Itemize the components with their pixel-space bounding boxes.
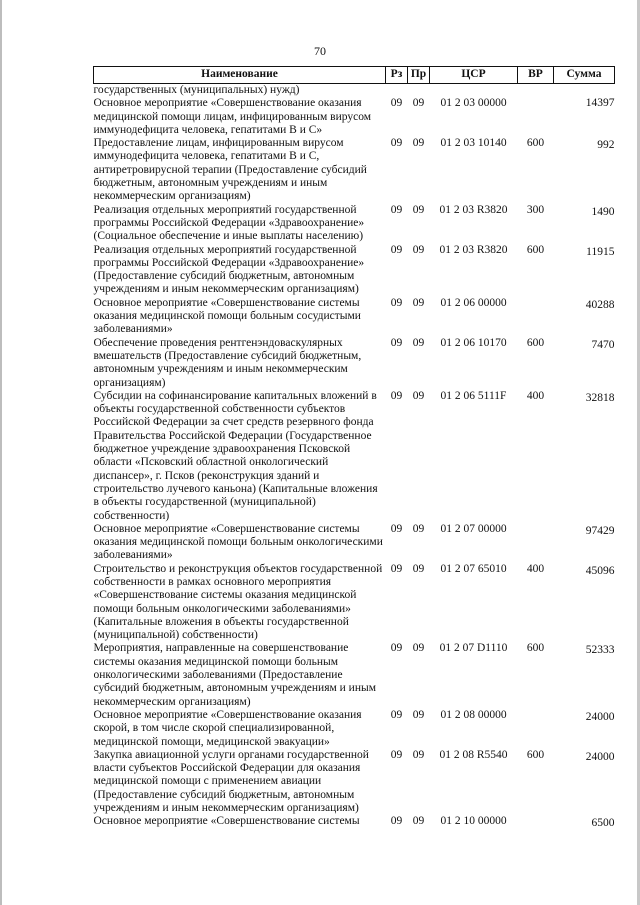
table-row <box>94 297 615 337</box>
row-vr <box>518 709 554 749</box>
row-rz: 09 <box>390 708 403 721</box>
scan-left-edge <box>0 0 2 905</box>
row-pr: 09 <box>412 642 425 655</box>
row-rz: 09 <box>390 815 403 828</box>
header-vr: ВР <box>518 67 554 84</box>
row-pr: 09 <box>412 203 425 216</box>
row-sum: 6500 <box>591 817 615 830</box>
header-pr: Пр <box>408 67 430 84</box>
table-row <box>94 137 615 203</box>
row-pr: 09 <box>412 97 425 110</box>
row-vr: 300 <box>526 203 545 216</box>
table-row <box>94 749 615 815</box>
row-sum: 24000 <box>585 710 615 723</box>
row-csr: 01 2 06 5111F <box>440 389 507 402</box>
row-csr: 01 2 08 00000 <box>440 708 507 721</box>
row-name: государственных (муниципальных) нужд) <box>93 84 300 96</box>
page-number: 70 <box>314 44 326 58</box>
table-row <box>94 563 615 643</box>
table-row <box>94 642 615 708</box>
row-csr: 01 2 06 00000 <box>440 296 507 309</box>
row-name: Основное мероприятие «Совершенствование системы оказания медицинской помощи больным сосудистыми заболеваниями» <box>93 296 361 336</box>
row-rz <box>386 84 408 98</box>
row-csr: 01 2 03 R3820 <box>439 203 508 216</box>
row-pr: 09 <box>412 522 425 535</box>
row-csr: 01 2 08 R5540 <box>439 748 508 761</box>
row-sum: 7470 <box>591 338 615 351</box>
row-sum: 40288 <box>585 298 615 311</box>
table-header-row <box>94 67 615 84</box>
row-pr: 09 <box>412 389 425 402</box>
row-name: Субсидии на софинансирование капитальных вложений в объекты государственной собственности субъектов Российской Федерации за счет средств резервного фонда Правительства Российской Федерации (Государственное бюджетное учреждение здравоохранения Псковской области «Псковский областной онкологический диспансер», г. Псков (реконструкция зданий и строительство лучевого каньона) (Капитальные вложения в объекты государственной (муниципальной) собственности) <box>93 389 378 522</box>
header-rz: Рз <box>386 67 408 84</box>
table-row <box>94 244 615 297</box>
row-sum: 97429 <box>585 524 615 537</box>
row-name: Обеспечение проведения рентгенэндоваскулярных вмешательств (Предоставление субсидий бюджетным, автономным учреждениям и иным некоммерческим организациям) <box>93 336 362 389</box>
table-row <box>94 97 615 137</box>
row-name: Строительство и реконструкция объектов государственной собственности в рамках основного мероприятия «Совершенствование системы оказания медицинской помощи больным онкологическими заболеваниями» (Капитальные вложения в объекты государственной (муниципальной) собственности) <box>93 562 383 642</box>
row-pr: 09 <box>412 336 425 349</box>
row-vr: 400 <box>526 562 545 575</box>
row-csr: 01 2 03 10140 <box>440 137 507 150</box>
row-rz: 09 <box>390 97 403 110</box>
row-rz: 09 <box>390 137 403 150</box>
row-name: Основное мероприятие «Совершенствование системы оказания медицинской помощи больным онкологическими заболеваниями» <box>93 522 383 562</box>
row-sum: 24000 <box>585 750 615 763</box>
row-vr: 400 <box>526 389 545 402</box>
row-pr: 09 <box>412 562 425 575</box>
table-row <box>94 523 615 563</box>
row-name: Предоставление лицам, инфицированным вирусом иммунодефицита человека, гепатитами В и С, антиретровирусной терапии (Предоставление субсидий бюджетным, автономным учреждениям и иным некоммерческим организациям) <box>93 137 367 203</box>
row-sum: 45096 <box>585 564 615 577</box>
row-name: Основное мероприятие «Совершенствование оказания медицинской помощи лицам, инфицированным вирусом иммунодефицита человека, гепатитами В и С» <box>93 97 371 136</box>
row-vr: 600 <box>526 748 545 761</box>
table-row <box>94 204 615 244</box>
row-csr: 01 2 03 00000 <box>440 97 507 110</box>
row-sum: 992 <box>597 139 615 152</box>
row-rz: 09 <box>390 389 403 402</box>
table-row <box>94 390 615 523</box>
row-vr: 600 <box>526 137 545 150</box>
row-vr <box>518 97 554 137</box>
row-name: Основное мероприятие «Совершенствование оказания скорой, в том числе скорой специализированной, медицинской помощи, медицинской эвакуации» <box>93 708 362 748</box>
row-sum: 52333 <box>585 644 615 657</box>
row-pr: 09 <box>412 296 425 309</box>
row-sum: 1490 <box>591 205 615 218</box>
row-rz: 09 <box>390 748 403 761</box>
header-name: Наименование <box>94 67 386 84</box>
table-row <box>94 337 615 390</box>
row-name: Закупка авиационной услуги органами государственной власти субъектов Российской Федерации для оказания медицинской помощи с применением авиации (Предоставление субсидий бюджетным, автономным учреждениям и иным некоммерческим организациям) <box>93 748 369 815</box>
header-csr: ЦСР <box>430 67 518 84</box>
row-rz: 09 <box>390 243 403 256</box>
row-name: Основное мероприятие «Совершенствование системы <box>93 815 360 828</box>
row-vr: 600 <box>526 243 545 256</box>
row-rz: 09 <box>390 203 403 216</box>
row-rz: 09 <box>390 336 403 349</box>
header-sum: Сумма <box>554 67 615 84</box>
row-pr: 09 <box>412 243 425 256</box>
table-body <box>94 84 615 831</box>
budget-table <box>93 66 615 831</box>
row-name: Реализация отдельных мероприятий государственной программы Российской Федерации «Здравоохранение» (Социальное обеспечение и иные выплаты населению) <box>93 203 365 243</box>
row-pr: 09 <box>412 815 425 828</box>
row-csr <box>430 84 518 98</box>
table-row <box>94 815 615 830</box>
row-csr: 01 2 10 00000 <box>440 815 507 828</box>
row-vr: 600 <box>526 642 545 655</box>
row-sum: 32818 <box>585 391 615 404</box>
row-pr: 09 <box>412 708 425 721</box>
row-csr: 01 2 07 00000 <box>440 522 507 535</box>
table-row <box>94 84 615 98</box>
row-pr: 09 <box>412 748 425 761</box>
row-name: Мероприятия, направленные на совершенствование системы оказания медицинской помощи больным онкологическими заболеваниями (Предоставление субсидий бюджетным, автономным учреждениям и иным некоммерческим организациям) <box>93 642 376 708</box>
row-rz: 09 <box>390 562 403 575</box>
row-sum <box>554 84 615 98</box>
row-vr <box>518 523 554 563</box>
row-rz: 09 <box>390 522 403 535</box>
row-vr <box>518 815 554 830</box>
row-rz: 09 <box>390 642 403 655</box>
row-pr: 09 <box>412 137 425 150</box>
row-sum: 14397 <box>585 97 615 110</box>
table-row <box>94 709 615 749</box>
row-vr <box>518 84 554 98</box>
row-csr: 01 2 03 R3820 <box>439 243 508 256</box>
row-csr: 01 2 06 10170 <box>440 336 507 349</box>
row-sum: 11915 <box>586 245 615 258</box>
row-pr <box>408 84 430 98</box>
row-csr: 01 2 07 65010 <box>440 562 507 575</box>
row-csr: 01 2 07 D1110 <box>439 642 508 655</box>
row-vr: 600 <box>526 336 545 349</box>
row-rz: 09 <box>390 296 403 309</box>
row-vr <box>518 297 554 337</box>
row-name: Реализация отдельных мероприятий государственной программы Российской Федерации «Здравоохранение» (Предоставление субсидий бюджетным, автономным учреждениям и иным некоммерческим организациям) <box>93 243 365 296</box>
